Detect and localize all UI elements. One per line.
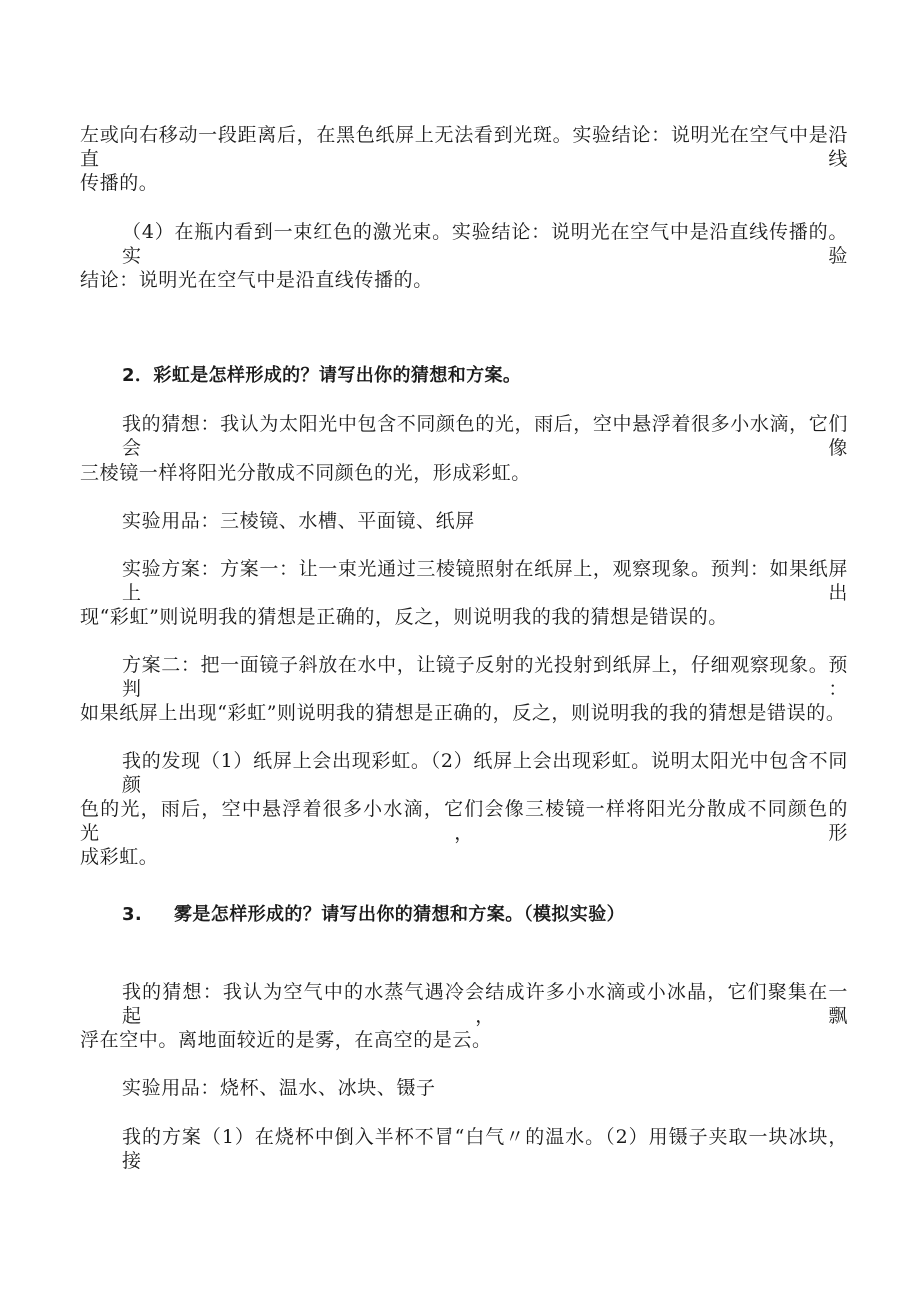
section-heading-3 [122,903,625,927]
paragraph-line: 我的猜想：我认为太阳光中包含不同颜色的光，雨后，空中悬浮着很多小水滴，它们会像 [122,413,848,459]
paragraph-line: 色的光，雨后，空中悬浮着很多小水滴，它们会像三棱镜一样将阳光分散成不同颜色的光，形 [80,798,848,844]
paragraph-line: 左或向右移动一段距离后，在黑色纸屏上无法看到光斑。实验结论：说明光在空气中是沿直线 [80,124,848,170]
paragraph-line: 我的方案（1）在烧杯中倒入半杯不冒“白气〃的温水。（2）用镊子夹取一块冰块，接 [122,1126,848,1172]
paragraph-line: （4）在瓶内看到一束红色的激光束。实验结论：说明光在空气中是沿直线传播的。实验 [122,221,848,267]
paragraph-line: 如果纸屏上出现“彩虹”则说明我的猜想是正确的，反之，则说明我的我的猜想是错误的。 [80,702,846,724]
paragraph-line: 实验方案：方案一：让一束光通过三棱镜照射在纸屏上，观察现象。预判：如果纸屏上出 [122,558,848,604]
paragraph-line: 三棱镜一样将阳光分散成不同颜色的光，形成彩虹。 [80,462,531,484]
paragraph-line: 浮在空中。离地面较近的是雾，在高空的是云。 [80,1029,492,1051]
paragraph-line: 我的发现（1）纸屏上会出现彩虹。（2）纸屏上会出现彩虹。说明太阳光中包含不同颜 [122,750,848,796]
heading-text: 雾是怎样形成的？请写出你的猜想和方案。（模拟实验） [174,904,625,925]
paragraph-line: 结论：说明光在空气中是沿直线传播的。 [80,269,433,291]
paragraph-line: 实验用品：烧杯、温水、冰块、镊子 [122,1077,436,1099]
section-heading-2: 2．彩虹是怎样形成的？请写出你的猜想和方案。 [122,365,522,386]
heading-number: 3. [122,904,143,925]
paragraph-line: 现“彩虹”则说明我的猜想是正确的，反之，则说明我的我的猜想是错误的。 [80,606,728,628]
paragraph-line: 方案二：把一面镜子斜放在水中，让镜子反射的光投射到纸屏上，仔细观察现象。预判： [122,654,848,700]
paragraph-line: 实验用品：三棱镜、水槽、平面镜、纸屏 [122,510,475,532]
paragraph-line: 我的猜想：我认为空气中的水蒸气遇冷会结成许多小水滴或小冰晶，它们聚集在一起，飘 [122,981,848,1027]
paragraph-line: 成彩虹。 [80,846,159,868]
paragraph-line: 传播的。 [80,172,159,194]
